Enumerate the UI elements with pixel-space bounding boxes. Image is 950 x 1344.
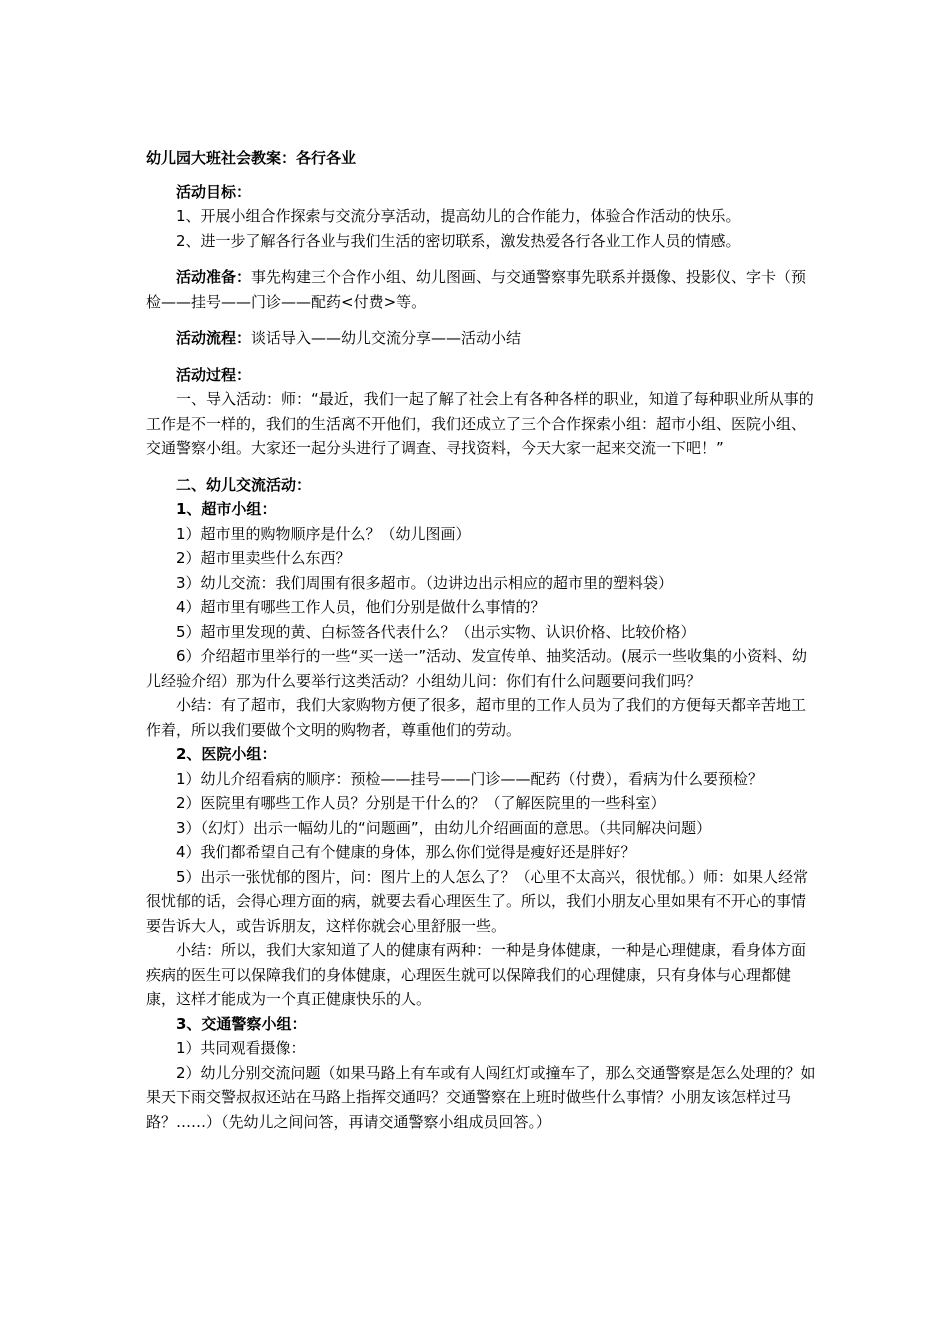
list-item: 6）介绍超市里举行的一些“买一送一”活动、发宣传单、抽奖活动。(展示一些收集的小资料、幼儿经验介绍）那为什么要举行这类活动？小组幼儿问：你们有什么问题要问我们吗？ xyxy=(146,647,807,690)
list-item: 3）（幻灯）出示一幅幼儿的“问题画”，由幼儿介绍画面的意思。（共同解决问题） xyxy=(176,818,712,837)
document-title: 幼儿园大班社会教案：各行各业 xyxy=(146,149,357,167)
list-item: 1）超市里的购物顺序是什么？（幼儿图画） xyxy=(176,524,471,543)
prep-heading: 活动准备： xyxy=(176,268,252,286)
process-heading: 活动过程： xyxy=(176,365,252,384)
intro-paragraph: 一、导入活动：师：“最近，我们一起了解了社会上有各种各样的职业，知道了每种职业所从事的工作是不一样的，我们的生活离不开他们，我们还成立了三个合作探索小组：超市小组、医院小组、交通警察小组。大家还一起分头进行了调查、寻找资料，今天大家一起来交流一下吧！” xyxy=(146,390,814,457)
supermarket-summary: 小结：有了超市，我们大家购物方便了很多，超市里的工作人员为了我们的方便每天都辛苦地工作着，所以我们要做个文明的购物者，尊重他们的劳动。 xyxy=(146,696,807,739)
goal-item: 2、进一步了解各行各业与我们生活的密切联系，激发热爱各行各业工作人员的情感。 xyxy=(176,231,741,250)
list-item: 2）幼儿分别交流问题（如果马路上有车或有人闯红灯或撞车了，那么交通警察是怎么处理的？如果天下雨交警叔叔还站在马路上指挥交通吗？交通警察在上班时做些什么事情？小朋友该怎样过马路？……）（先幼儿之间问答，再请交通警察小组成员回答。） xyxy=(146,1063,816,1131)
list-item: 5）超市里发现的黄、白标签各代表什么？（出示实物、认识价格、比较价格） xyxy=(176,622,696,641)
prep-text: 事先构建三个合作小组、幼儿图画、与交通警察事先联系并摄像、投影仪、字卡（预检——挂号——门诊——配药<付费>等。 xyxy=(146,268,807,311)
list-item: 2）医院里有哪些工作人员？分别是干什么的？（了解医院里的一些科室） xyxy=(176,794,666,812)
document-body xyxy=(146,146,818,1134)
goals-heading: 活动目标： xyxy=(176,182,252,201)
list-item: 3）幼儿交流：我们周围有很多超市。（边讲边出示相应的超市里的塑料袋） xyxy=(176,573,674,592)
list-item: 2）超市里卖些什么东西？ xyxy=(176,549,351,567)
list-item: 4）我们都希望自己有个健康的身体，那么你们觉得是瘦好还是胖好？ xyxy=(176,843,636,861)
list-item: 4）超市里有哪些工作人员，他们分别是做什么事情的？ xyxy=(176,598,546,616)
list-item: 1）共同观看摄像： xyxy=(176,1039,306,1057)
flow-paragraph xyxy=(146,326,818,351)
list-item: 1）幼儿介绍看病的顺序：预检——挂号——门诊——配药（付费），看病为什么要预检？ xyxy=(176,769,764,788)
goal-item: 1、开展小组合作探索与交流分享活动，提高幼儿的合作能力，体验合作活动的快乐。 xyxy=(176,207,741,225)
list-item: 5）出示一张忧郁的图片，问：图片上的人怎么了？（心里不太高兴，很忧郁。）师：如果人经常很忧郁的话，会得心理方面的病，就要去看心理医生了。所以，我们小朋友心里如果有不开心的事情要告诉大人，或告诉朋友，这样你就会心里舒服一些。 xyxy=(146,867,809,935)
supermarket-heading: 1、超市小组： xyxy=(176,500,277,518)
section2-heading: 二、幼儿交流活动： xyxy=(176,475,312,494)
flow-heading: 活动流程： xyxy=(176,329,252,347)
hospital-heading: 2、医院小组： xyxy=(176,745,277,763)
flow-text: 谈话导入——幼儿交流分享——活动小结 xyxy=(251,329,522,347)
traffic-heading: 3、交通警察小组： xyxy=(176,1014,307,1033)
prep-paragraph xyxy=(146,265,818,314)
hospital-summary: 小结：所以，我们大家知道了人的健康有两种：一种是身体健康，一种是心理健康，看身体方面疾病的医生可以保障我们的身体健康，心理医生就可以保障我们的心理健康，只有身体与心理都健康，这样才能成为一个真正健康快乐的人。 xyxy=(146,941,807,1008)
